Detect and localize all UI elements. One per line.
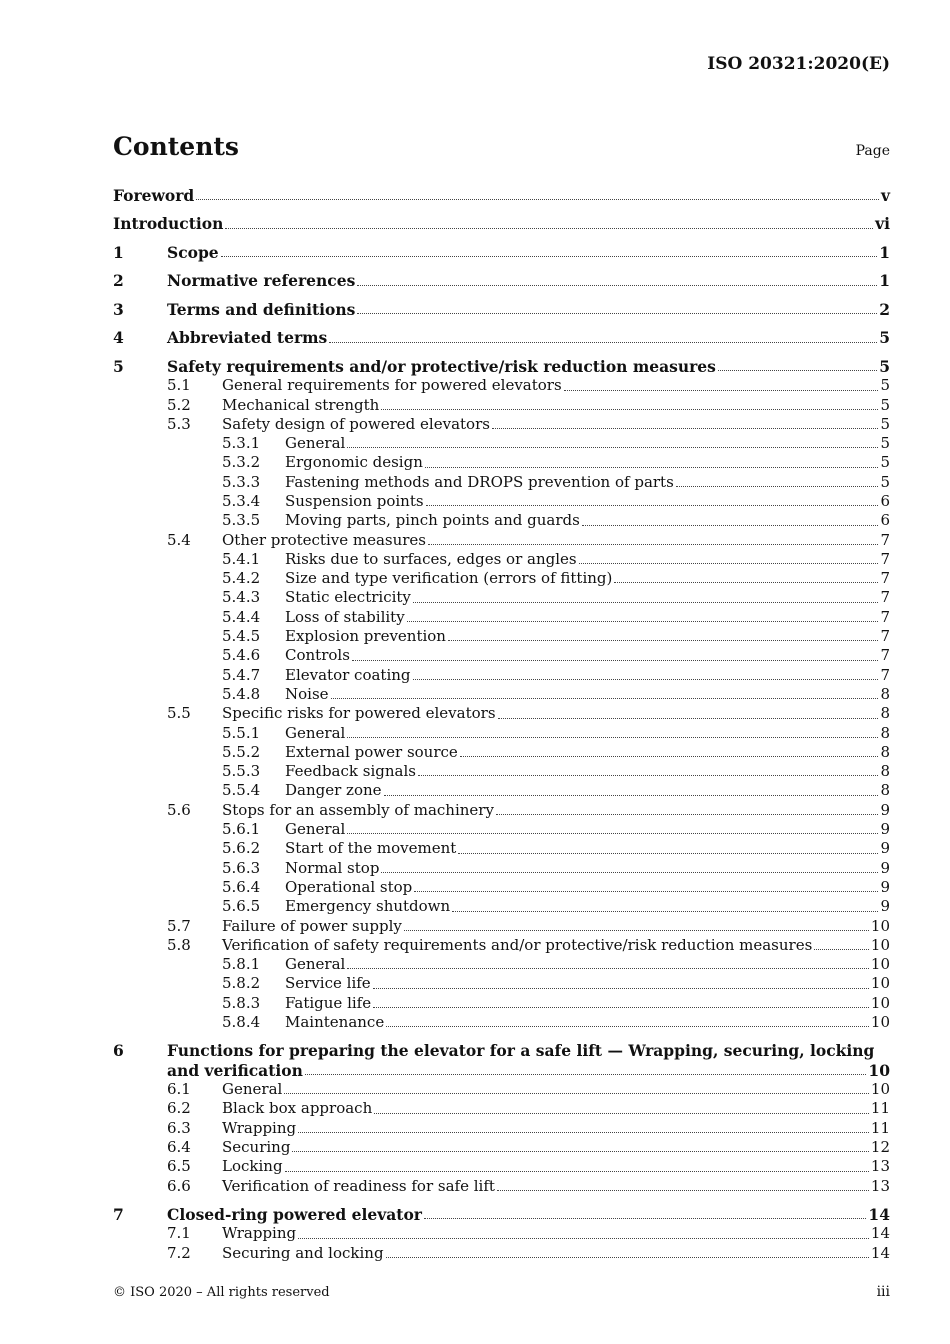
toc-entry-title: Black box approach [222, 1099, 373, 1118]
toc-entry-number: 5.4.2 [222, 569, 261, 588]
toc-entry-page: 10 [868, 1060, 890, 1080]
toc-entry-number: 7.2 [167, 1243, 191, 1262]
toc-entry[interactable] [113, 1099, 890, 1118]
toc-entry[interactable] [113, 1177, 890, 1196]
toc-entry-page: 5 [880, 453, 890, 472]
toc-entry-page: 10 [870, 935, 890, 954]
toc-entry-page: 10 [870, 974, 890, 993]
toc-entry-title: Elevator coating [285, 665, 411, 684]
toc-entry-page: 5 [880, 376, 890, 395]
toc-leader-dots [305, 1073, 867, 1075]
toc-entry-number: 5.5 [167, 704, 191, 723]
toc-entry[interactable] [113, 1224, 890, 1243]
toc-entry-number: 5.8.2 [222, 974, 261, 993]
toc-entry-page: 2 [879, 299, 890, 319]
toc-entry-title: Loss of stability [285, 607, 405, 626]
toc-entry-title: Mechanical strength [222, 395, 380, 414]
toc-entry[interactable] [113, 955, 890, 974]
page-title: Contents [113, 132, 240, 161]
toc-leader-dots [374, 1112, 869, 1114]
toc-entry-title: Static electricity [285, 588, 411, 607]
toc-entry-number: 5.3.2 [222, 453, 261, 472]
toc-entry-number: 5.4.3 [222, 588, 261, 607]
toc-entry[interactable] [113, 685, 890, 704]
toc-entry-page: 11 [870, 1099, 890, 1118]
toc-entry[interactable] [113, 357, 890, 376]
toc-entry-page: 14 [868, 1205, 890, 1225]
toc-leader-dots [331, 697, 879, 699]
toc-entry-title: Fatigue life [285, 993, 372, 1012]
document-id: ISO 20321:2020(E) [707, 54, 890, 74]
toc-leader-dots [347, 446, 878, 448]
toc-entry-number: 5.5.3 [222, 762, 261, 781]
toc-leader-dots [413, 601, 879, 603]
toc-entry-title: Ergonomic design [285, 453, 423, 472]
toc-entry-number: 5.6.3 [222, 858, 261, 877]
page-number: iii [876, 1284, 890, 1300]
toc-leader-dots [352, 659, 879, 661]
toc-entry-page: 6 [880, 491, 890, 510]
toc-entry-page: 7 [880, 588, 890, 607]
toc-leader-dots [225, 227, 873, 229]
toc-entry-title: Specific risks for powered elevators [222, 704, 496, 723]
toc-entry-title: General [285, 434, 346, 453]
toc-leader-dots [292, 1150, 868, 1152]
toc-leader-dots [426, 504, 879, 506]
toc-leader-dots [373, 1006, 869, 1008]
toc-entry-number: 5.5.4 [222, 781, 261, 800]
toc-entry-title: External power source [285, 742, 458, 761]
toc-entry-number: 5.6.4 [222, 877, 261, 896]
toc-leader-dots [676, 485, 879, 487]
toc-leader-dots [381, 871, 878, 873]
toc-entry-page: 7 [880, 665, 890, 684]
toc-entry-page: 9 [880, 800, 890, 819]
toc-entry[interactable] [113, 762, 890, 781]
toc-leader-dots [381, 408, 878, 410]
toc-entry-title: Noise [285, 684, 329, 703]
toc-entry-title: Size and type verification (errors of fitting) [285, 569, 613, 588]
toc-entry-number: 5.8.4 [222, 1013, 261, 1031]
toc-entry-page: 9 [880, 820, 890, 839]
toc-entry-title: Operational stop [285, 877, 413, 896]
toc-entry-title-continued: and verification [167, 1060, 303, 1080]
toc-entry-page: 5 [880, 472, 890, 491]
toc-entry[interactable] [113, 492, 890, 511]
toc-leader-dots [428, 543, 878, 545]
toc-entry-title: General [222, 1080, 283, 1099]
toc-entry-page: 10 [870, 1013, 890, 1031]
toc-entry-title: Securing and locking [222, 1243, 384, 1262]
toc-entry-title: Start of the movement [285, 839, 457, 858]
toc-entry-number: 5.4.6 [222, 646, 261, 665]
toc-entry-title: General [285, 955, 346, 974]
toc-entry-page: 14 [870, 1243, 890, 1262]
toc-entry[interactable] [113, 646, 890, 665]
toc-entry-title: Fastening methods and DROPS prevention of parts [285, 472, 674, 491]
toc-entry-number: 5.4 [167, 530, 191, 549]
toc-entry[interactable] [113, 588, 890, 607]
toc-entry-number: 5.4.4 [222, 607, 261, 626]
toc-entry-title: Securing [222, 1137, 291, 1156]
toc-entry-page: 8 [880, 704, 890, 723]
toc-entry-page: 12 [870, 1137, 890, 1156]
toc-entry-page: 10 [870, 993, 890, 1012]
toc-entry-number: 6.6 [167, 1176, 191, 1195]
toc-entry-number: 6.4 [167, 1137, 191, 1156]
toc-entry-page: 9 [880, 877, 890, 896]
toc-entry-page: 8 [880, 723, 890, 742]
toc-entry-number: 5 [113, 356, 124, 376]
toc-entry-title: Suspension points [285, 491, 424, 510]
toc-entry[interactable] [113, 396, 890, 415]
toc-leader-dots [814, 948, 869, 950]
toc-entry-page: 1 [879, 271, 890, 291]
toc-entry-number: 5.6.5 [222, 897, 261, 916]
toc-entry-title: Wrapping [222, 1224, 297, 1243]
toc-entry-number: 5.8.3 [222, 993, 261, 1012]
toc-entry[interactable] [113, 704, 890, 723]
toc-leader-dots [357, 312, 877, 314]
toc-entry-page: 13 [870, 1176, 890, 1195]
toc-entry-page: 7 [880, 646, 890, 665]
toc-entry-title: Explosion prevention [285, 627, 446, 646]
toc-entry-title: General requirements for powered elevators [222, 376, 562, 395]
toc-entry-page: 10 [870, 916, 890, 935]
toc-entry-number: 4 [113, 328, 124, 348]
toc-entry[interactable] [113, 300, 890, 319]
toc-entry-title: Normal stop [285, 858, 380, 877]
toc-leader-dots [492, 427, 879, 429]
toc-entry[interactable] [113, 1080, 890, 1099]
toc-entry[interactable] [113, 743, 890, 762]
toc-entry-title: Emergency shutdown [285, 897, 451, 916]
toc-leader-dots [298, 1131, 869, 1133]
toc-entry[interactable] [113, 434, 890, 453]
toc-leader-dots [357, 284, 877, 286]
toc-entry-number: 5.3 [167, 414, 191, 433]
toc-entry[interactable] [113, 627, 890, 646]
toc-entry-page: 10 [870, 955, 890, 974]
toc-entry-page: 13 [870, 1157, 890, 1176]
page-column-label: Page [855, 143, 890, 159]
toc-entry-page: 5 [880, 414, 890, 433]
toc-entry[interactable] [113, 376, 890, 395]
toc-entry-number: 5.4.5 [222, 627, 261, 646]
toc-leader-dots [425, 466, 879, 468]
toc-entry-title: Other protective measures [222, 530, 427, 549]
toc-entry-number: 5.7 [167, 916, 191, 935]
toc-leader-dots [407, 620, 879, 622]
toc-entry-page: 5 [879, 328, 890, 348]
toc-leader-dots [452, 910, 878, 912]
toc-leader-dots [284, 1092, 869, 1094]
toc-entry-title: Verification of readiness for safe lift [222, 1176, 495, 1195]
toc-entry-title: Danger zone [285, 781, 382, 800]
toc-entry-number: 5.1 [167, 376, 191, 395]
toc-entry-title: Risks due to surfaces, edges or angles [285, 549, 577, 568]
toc-leader-dots [579, 562, 879, 564]
toc-entry-number: 5.3.3 [222, 472, 261, 491]
toc-entry-page: 5 [880, 434, 890, 453]
toc-entry[interactable] [113, 1013, 890, 1032]
toc-entry[interactable] [113, 271, 890, 290]
toc-entry-page: 9 [880, 839, 890, 858]
toc-entry-page: 8 [880, 684, 890, 703]
toc-entry-title: Stops for an assembly of machinery [222, 800, 494, 819]
toc-leader-dots [582, 524, 879, 526]
toc-entry-number: 6.2 [167, 1099, 191, 1118]
toc-entry-title: Safety design of powered elevators [222, 414, 490, 433]
toc-entry-page: 8 [880, 781, 890, 800]
toc-entry[interactable] [113, 859, 890, 878]
toc-entry-page: 7 [880, 549, 890, 568]
toc-entry-page: 5 [880, 395, 890, 414]
toc-entry-title: Locking [222, 1157, 283, 1176]
toc-entry-title: Moving parts, pinch points and guards [285, 511, 580, 530]
toc-entry[interactable] [113, 550, 890, 569]
toc-entry-number: 5.4.1 [222, 549, 261, 568]
toc-leader-dots [298, 1237, 869, 1239]
toc-entry[interactable] [113, 531, 890, 550]
toc-leader-dots [460, 755, 879, 757]
toc-leader-dots [497, 1189, 869, 1191]
toc-entry-number: 5.5.1 [222, 723, 261, 742]
toc-entry[interactable] [113, 897, 890, 916]
toc-entry[interactable] [113, 666, 890, 685]
toc-entry-number: 5.6.2 [222, 839, 261, 858]
toc-leader-dots [384, 794, 879, 796]
toc-entry[interactable] [113, 1138, 890, 1157]
toc-entry-title: Wrapping [222, 1118, 297, 1137]
toc-entry-title: Feedback signals [285, 762, 416, 781]
toc-entry-page: 9 [880, 897, 890, 916]
toc-entry-title: General [285, 820, 346, 839]
toc-entry[interactable] [113, 839, 890, 858]
toc-entry[interactable] [113, 186, 890, 205]
toc-leader-dots [373, 987, 869, 989]
toc-leader-dots [564, 389, 879, 391]
toc-entry-number: 6.1 [167, 1080, 191, 1099]
toc-leader-dots [347, 736, 878, 738]
toc-entry-number: 6 [113, 1041, 124, 1061]
toc-entry[interactable] [113, 820, 890, 839]
toc-leader-dots [496, 813, 879, 815]
toc-entry-number: 3 [113, 299, 124, 319]
toc-entry-number: 5.4.8 [222, 684, 261, 703]
toc-entry[interactable] [113, 1119, 890, 1138]
toc-entry[interactable] [113, 1244, 890, 1263]
toc-leader-dots [614, 581, 878, 583]
toc-entry[interactable] [113, 415, 890, 434]
toc-leader-dots [221, 255, 878, 257]
toc-entry-page: 8 [880, 762, 890, 781]
toc-entry-number: 6.5 [167, 1157, 191, 1176]
toc-leader-dots [498, 717, 879, 719]
toc-entry[interactable] [113, 994, 890, 1013]
toc-entry[interactable] [113, 801, 890, 820]
toc-entry[interactable] [113, 1157, 890, 1176]
toc-entry-page: 11 [870, 1118, 890, 1137]
toc-leader-dots [386, 1256, 869, 1258]
toc-entry[interactable] [113, 936, 890, 955]
toc-entry-number: 5.3.4 [222, 491, 261, 510]
toc-entry-title: Normative references [167, 271, 356, 291]
toc-entry-page: 6 [880, 511, 890, 530]
toc-leader-dots [347, 832, 878, 834]
toc-leader-dots [404, 929, 869, 931]
toc-entry-title: Introduction [113, 214, 224, 234]
toc-entry[interactable] [113, 1061, 890, 1080]
toc-entry[interactable] [113, 453, 890, 472]
toc-entry-title: Safety requirements and/or protective/risk reduction measures [167, 356, 716, 376]
toc-entry[interactable] [113, 328, 890, 347]
toc-entry-number: 7 [113, 1205, 124, 1225]
toc-leader-dots [386, 1025, 869, 1027]
toc-entry[interactable] [113, 1205, 890, 1224]
toc-entry-page: vi [875, 214, 890, 234]
toc-entry-page: 7 [880, 627, 890, 646]
toc-entry-number: 5.2 [167, 395, 191, 414]
toc-entry-number: 5.8.1 [222, 955, 261, 974]
toc-entry-page: 14 [870, 1224, 890, 1243]
toc-entry-heading-line [113, 1041, 890, 1060]
toc-entry[interactable] [113, 569, 890, 588]
toc-entry-number: 6.3 [167, 1118, 191, 1137]
toc-entry-number: 1 [113, 242, 124, 262]
toc-leader-dots [413, 678, 879, 680]
toc-entry-page: 9 [880, 858, 890, 877]
toc-entry[interactable] [113, 608, 890, 627]
toc-leader-dots [458, 852, 878, 854]
toc-entry-title: Closed-ring powered elevator [167, 1205, 422, 1225]
toc-entry-number: 2 [113, 271, 124, 291]
toc-entry-page: 1 [879, 242, 890, 262]
toc-entry-title: General [285, 723, 346, 742]
toc-entry-page: 5 [879, 356, 890, 376]
toc-leader-dots [448, 639, 878, 641]
toc-entry-page: 8 [880, 742, 890, 761]
toc-entry-page: 10 [870, 1080, 890, 1099]
toc-entry-title: Foreword [113, 186, 195, 205]
toc-entry-number: 5.3.1 [222, 434, 261, 453]
toc-entry[interactable] [113, 214, 890, 233]
table-of-contents [113, 186, 890, 1263]
toc-leader-dots [424, 1217, 866, 1219]
toc-entry-number: 5.3.5 [222, 511, 261, 530]
toc-entry-page: v [880, 186, 890, 205]
toc-entry-page: 7 [880, 530, 890, 549]
toc-entry-title: Functions for preparing the elevator for a safe lift — Wrapping, securing, locking [167, 1041, 875, 1061]
toc-entry[interactable] [113, 473, 890, 492]
toc-entry-number: 5.4.7 [222, 665, 261, 684]
toc-entry-page: 7 [880, 569, 890, 588]
toc-entry[interactable] [113, 724, 890, 743]
toc-entry[interactable] [113, 878, 890, 897]
toc-entry-title: Maintenance [285, 1013, 385, 1031]
toc-entry-number: 5.5.2 [222, 742, 261, 761]
toc-entry[interactable] [113, 781, 890, 800]
toc-leader-dots [347, 967, 869, 969]
toc-entry-title: Verification of safety requirements and/or protective/risk reduction measures [222, 935, 813, 954]
toc-leader-dots [718, 369, 877, 371]
toc-entry-number: 5.6.1 [222, 820, 261, 839]
toc-entry[interactable] [113, 511, 890, 530]
toc-entry-number: 5.6 [167, 800, 191, 819]
toc-entry[interactable] [113, 243, 890, 262]
toc-entry-number: 5.8 [167, 935, 191, 954]
toc-leader-dots [414, 890, 878, 892]
toc-leader-dots [418, 774, 879, 776]
toc-entry-title: Controls [285, 646, 350, 665]
toc-entry[interactable] [113, 974, 890, 993]
toc-entry-number: 7.1 [167, 1224, 191, 1243]
copyright-notice: © ISO 2020 – All rights reserved [113, 1285, 330, 1300]
toc-leader-dots [285, 1170, 869, 1172]
toc-entry-title: Service life [285, 974, 371, 993]
toc-entry-page: 7 [880, 607, 890, 626]
toc-entry-title: Terms and definitions [167, 299, 356, 319]
toc-entry[interactable] [113, 917, 890, 936]
toc-leader-dots [196, 198, 879, 200]
toc-entry-title: Scope [167, 242, 219, 262]
toc-leader-dots [329, 341, 877, 343]
toc-entry-title: Failure of power supply [222, 916, 402, 935]
toc-entry-title: Abbreviated terms [167, 328, 328, 348]
